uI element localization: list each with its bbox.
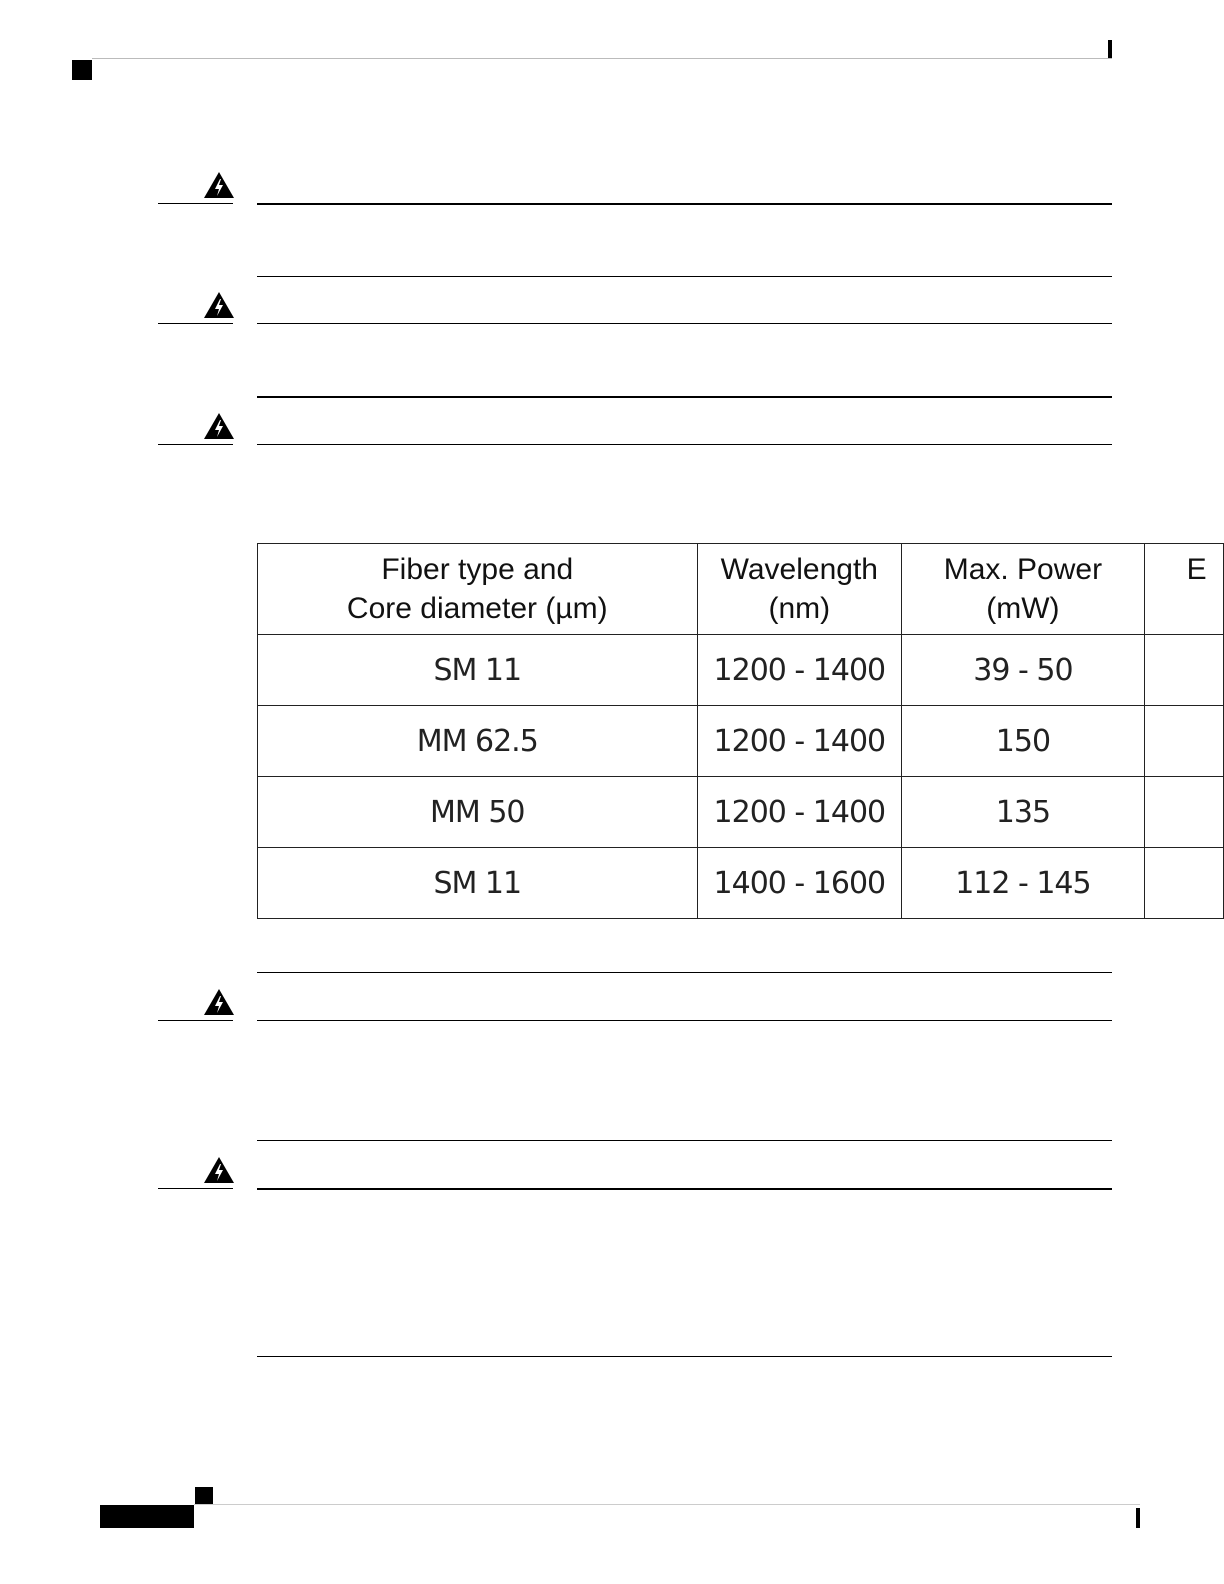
warning-bottom-rule (257, 972, 1112, 973)
table-row (258, 706, 1224, 777)
cell-extra (1144, 848, 1223, 919)
cell-fiber: MM 50 (258, 777, 698, 848)
header-line: (nm) (768, 592, 831, 625)
header-line: (mW) (986, 592, 1060, 625)
header-fiber-type (258, 544, 698, 635)
header-line: E (1186, 553, 1207, 586)
cell-power: 135 (902, 777, 1145, 848)
header-wavelength (697, 544, 902, 635)
cell-wavelength: 1200 - 1400 (697, 706, 902, 777)
header-rule (92, 58, 1112, 59)
header-tick (1108, 40, 1112, 58)
warning-top-rule (257, 1188, 1112, 1190)
warning-bottom-rule (257, 396, 1112, 398)
cell-power: 39 - 50 (902, 635, 1145, 706)
warning-left-rule (158, 203, 233, 204)
cell-wavelength: 1400 - 1600 (697, 848, 902, 919)
cell-wavelength: 1200 - 1400 (697, 635, 902, 706)
header-cut-off-column (1144, 544, 1223, 635)
header-line: Core diameter (µm) (346, 592, 608, 625)
header-line (1187, 589, 1223, 628)
cell-fiber: SM 11 (258, 848, 698, 919)
header-max-power (902, 544, 1145, 635)
warning-top-rule (257, 203, 1112, 205)
footer-tick (1136, 1508, 1140, 1528)
cell-power: 150 (902, 706, 1145, 777)
warning-triangle-icon (203, 988, 235, 1016)
table-header-row (258, 544, 1224, 635)
warning-bottom-rule (257, 276, 1112, 277)
warning-left-rule (158, 323, 233, 324)
warning-triangle-icon (203, 171, 235, 199)
warning-bottom-rule (257, 1356, 1112, 1357)
footer-rule (194, 1504, 1140, 1505)
table-row (258, 848, 1224, 919)
warning-top-rule (257, 444, 1112, 445)
fiber-power-table (257, 543, 1224, 919)
cell-extra (1144, 777, 1223, 848)
warning-left-rule (158, 444, 233, 445)
table-row (258, 635, 1224, 706)
cell-power: 112 - 145 (902, 848, 1145, 919)
warning-triangle-icon (203, 291, 235, 319)
cell-extra (1144, 635, 1223, 706)
footer-bar (100, 1505, 194, 1528)
warning-triangle-icon (203, 412, 235, 440)
warning-bottom-rule (257, 1140, 1112, 1141)
footer-square (195, 1487, 213, 1505)
table-row (258, 777, 1224, 848)
cell-wavelength: 1200 - 1400 (697, 777, 902, 848)
header-square (72, 60, 92, 80)
header-line: Fiber type and (381, 553, 574, 586)
warning-left-rule (158, 1020, 233, 1021)
warning-left-rule (158, 1188, 233, 1189)
warning-top-rule (257, 323, 1112, 324)
header-line: Wavelength (720, 553, 878, 586)
warning-top-rule (257, 1020, 1112, 1021)
cell-fiber: MM 62.5 (258, 706, 698, 777)
warning-triangle-icon (203, 1156, 235, 1184)
cell-fiber: SM 11 (258, 635, 698, 706)
cell-extra (1144, 706, 1223, 777)
header-line: Max. Power (943, 553, 1103, 586)
